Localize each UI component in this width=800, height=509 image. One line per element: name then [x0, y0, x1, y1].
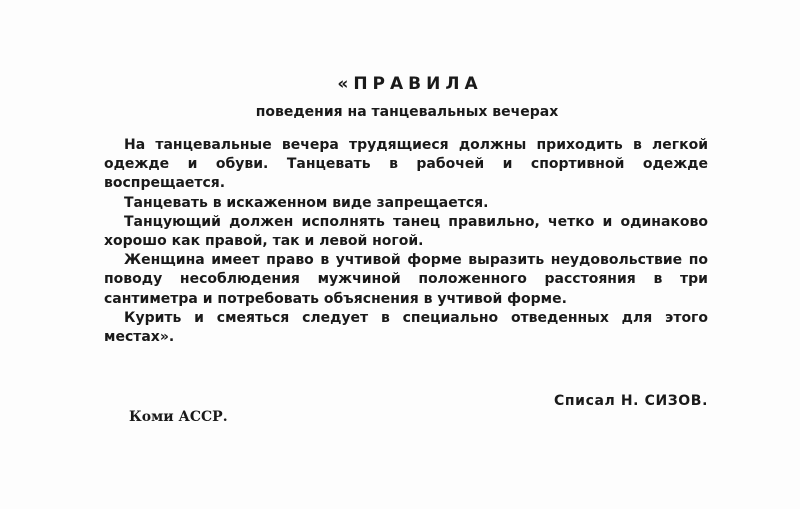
rule-paragraph-1: На танцевальные вечера трудящиеся должны приходить в легкой одежде и обуви. Танцевать в рабочей и спортивной одежде воспрещается.	[104, 137, 708, 192]
signature: Списал Н. СИЗОВ.	[554, 393, 708, 409]
region-label: Коми АССР.	[129, 409, 228, 425]
rule-paragraph-3: Танцующий должен исполнять танец правильно, четко и одинаково хорошо как правой, так и левой ногой.	[104, 213, 708, 250]
rule-paragraph-2: Танцевать в искаженном виде запрещается.	[124, 194, 489, 211]
rule-paragraph-5: Курить и смеяться следует в специально отведенных для этого местах».	[104, 309, 708, 346]
document-title: «ПРАВИЛА	[337, 74, 483, 94]
document-subtitle: поведения на танцевальных вечерах	[255, 104, 559, 120]
rule-paragraph-4: Женщина имеет право в учтивой форме выразить неудовольствие по поводу несоблюдения мужчиной положенного расстояния в три сантиметра и потребовать объяснения в учтивой форме.	[104, 252, 708, 307]
rules-body	[104, 136, 708, 347]
